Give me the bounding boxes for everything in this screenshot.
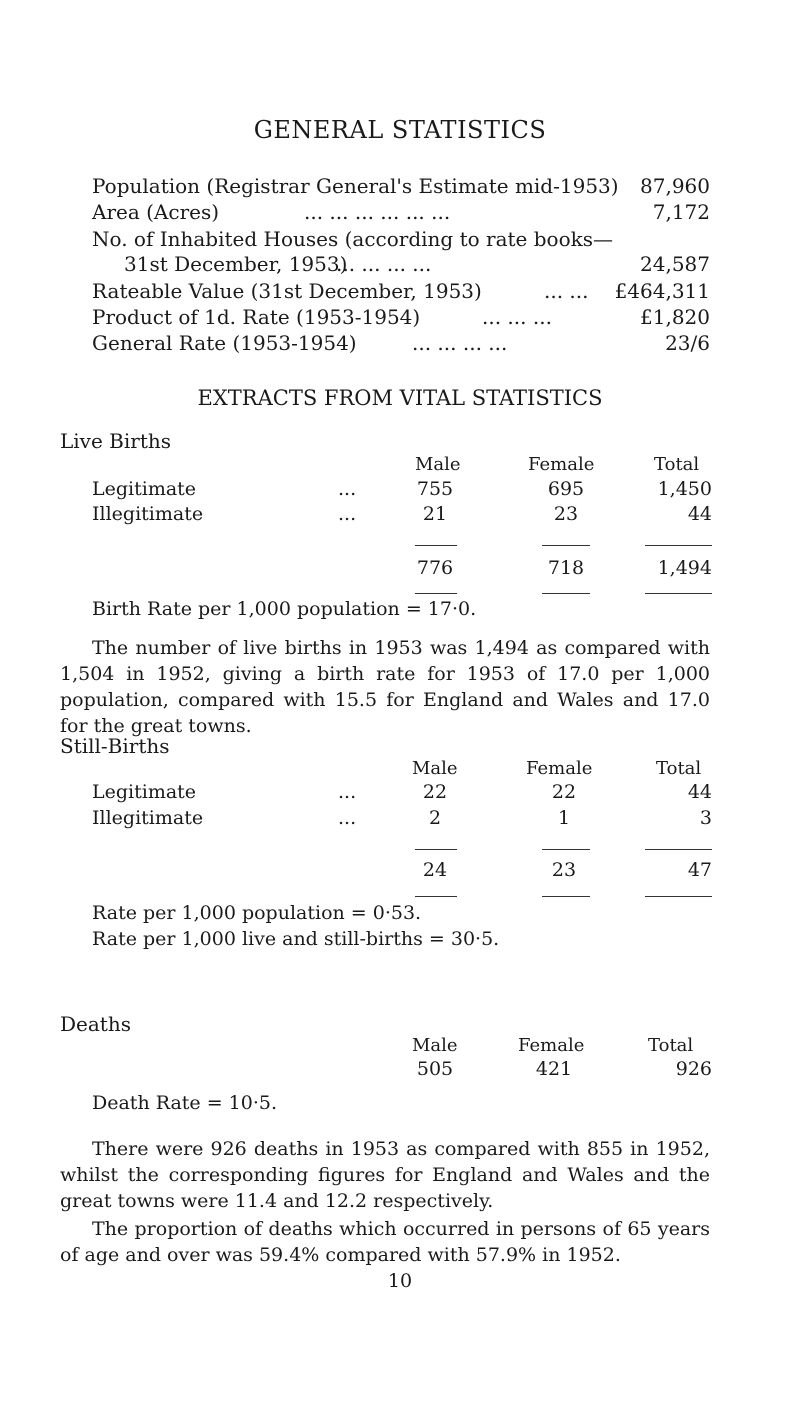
cell-female: 22 bbox=[551, 781, 577, 803]
page-number: 10 bbox=[387, 1270, 413, 1292]
stat-label: No. of Inhabited Houses (according to rate books— bbox=[92, 227, 613, 251]
cell-female: 1 bbox=[557, 807, 571, 829]
deaths-paragraph bbox=[60, 1136, 710, 1214]
cell-male: 755 bbox=[416, 478, 454, 500]
col-total: Total bbox=[656, 758, 702, 779]
total-female: 23 bbox=[551, 859, 577, 881]
rule bbox=[542, 593, 590, 594]
col-female: Female bbox=[518, 1035, 585, 1056]
total-total: 47 bbox=[687, 859, 712, 881]
cell-female: 23 bbox=[553, 503, 579, 525]
cell-total: 926 bbox=[675, 1058, 712, 1080]
rule bbox=[645, 593, 712, 594]
death-rate: Death Rate = 10·5. bbox=[92, 1092, 278, 1114]
rule bbox=[542, 896, 590, 897]
column-headers bbox=[0, 454, 800, 480]
rule bbox=[415, 849, 457, 850]
stat-label: 31st December, 1953) bbox=[124, 252, 348, 276]
cell-male: 2 bbox=[428, 807, 442, 829]
cell-total: 3 bbox=[699, 807, 712, 829]
section-title: EXTRACTS FROM VITAL STATISTICS bbox=[197, 386, 603, 410]
general-stat-row bbox=[92, 200, 710, 226]
rule bbox=[415, 896, 457, 897]
deaths-heading: Deaths bbox=[60, 1012, 131, 1036]
still-birth-rate-population: Rate per 1,000 population = 0·53. bbox=[92, 902, 422, 924]
birth-rate: Birth Rate per 1,000 population = 17·0. bbox=[92, 598, 477, 620]
totals-row bbox=[0, 859, 800, 885]
general-stat-row bbox=[92, 174, 710, 200]
total-female: 718 bbox=[547, 557, 585, 579]
still-births-heading: Still-Births bbox=[60, 734, 170, 758]
leader-dots: ... ... ... ... bbox=[336, 252, 432, 276]
rule bbox=[542, 849, 590, 850]
col-total: Total bbox=[648, 1035, 694, 1056]
stat-value: £1,820 bbox=[640, 305, 710, 329]
stat-value: £464,311 bbox=[614, 279, 710, 303]
cell-male: 22 bbox=[422, 781, 448, 803]
paragraph-text: There were 926 deaths in 1953 as compared with 855 in 1952, whilst the corresponding figures for England and Wales and the great towns were 11.4 and 12.2 respectively. bbox=[60, 1138, 710, 1212]
stat-value: 87,960 bbox=[640, 174, 710, 198]
cell-female: 421 bbox=[535, 1058, 573, 1080]
rule bbox=[415, 545, 457, 546]
leader-dots: ... bbox=[338, 478, 357, 500]
rule bbox=[645, 545, 712, 546]
cell-total: 44 bbox=[687, 781, 712, 803]
total-total: 1,494 bbox=[657, 557, 712, 579]
table-row bbox=[0, 478, 800, 504]
leader-dots: ... bbox=[338, 503, 357, 525]
rule bbox=[542, 545, 590, 546]
leader-dots: ... ... bbox=[544, 279, 589, 303]
stat-value: 24,587 bbox=[640, 252, 710, 276]
stat-value: 7,172 bbox=[652, 200, 710, 224]
live-births-paragraph bbox=[60, 635, 710, 739]
table-row bbox=[0, 807, 800, 833]
paragraph-text: The number of live births in 1953 was 1,494 as compared with 1,504 in 1952, giving a birth rate for 1953 of 17.0 per 1,000 population, compared with 15.5 for England and Wales and 17.0 for the great towns. bbox=[60, 637, 710, 737]
total-male: 24 bbox=[422, 859, 448, 881]
paragraph-text: The proportion of deaths which occurred in persons of 65 years of age and over was 59.4% compared with 57.9% in 1952. bbox=[60, 1218, 710, 1266]
rule bbox=[645, 849, 712, 850]
general-stat-row bbox=[124, 252, 710, 278]
leader-dots: ... ... ... ... bbox=[412, 331, 508, 355]
stat-label: Product of 1d. Rate (1953-1954) bbox=[92, 305, 421, 329]
col-female: Female bbox=[528, 454, 595, 475]
cell-male: 505 bbox=[416, 1058, 454, 1080]
general-stat-row bbox=[92, 331, 710, 357]
leader-dots: ... bbox=[338, 781, 357, 803]
col-female: Female bbox=[526, 758, 593, 779]
deaths-age-paragraph bbox=[60, 1216, 710, 1268]
rule bbox=[645, 896, 712, 897]
leader-dots: ... bbox=[338, 807, 357, 829]
general-stat-row bbox=[92, 227, 710, 253]
still-birth-rate-births: Rate per 1,000 live and still-births = 30·5. bbox=[92, 928, 500, 950]
col-total: Total bbox=[654, 454, 700, 475]
leader-dots: ... ... ... ... ... ... bbox=[304, 200, 451, 224]
live-births-heading: Live Births bbox=[60, 429, 172, 453]
total-male: 776 bbox=[416, 557, 454, 579]
col-male: Male bbox=[412, 758, 458, 779]
leader-dots: ... ... ... bbox=[482, 305, 552, 329]
row-label: Legitimate bbox=[92, 478, 197, 500]
cell-total: 44 bbox=[687, 503, 712, 525]
stat-label: General Rate (1953-1954) bbox=[92, 331, 357, 355]
table-row bbox=[0, 781, 800, 807]
stat-label: Area (Acres) bbox=[92, 200, 220, 224]
table-row bbox=[0, 1058, 800, 1084]
stat-label: Population (Registrar General's Estimate mid-1953) bbox=[92, 174, 619, 198]
row-label: Illegitimate bbox=[92, 503, 204, 525]
stat-value: 23/6 bbox=[665, 331, 710, 355]
col-male: Male bbox=[412, 1035, 458, 1056]
page-title: GENERAL STATISTICS bbox=[253, 116, 547, 144]
cell-total: 1,450 bbox=[657, 478, 712, 500]
col-male: Male bbox=[415, 454, 461, 475]
cell-male: 21 bbox=[422, 503, 448, 525]
stat-label: Rateable Value (31st December, 1953) bbox=[92, 279, 482, 303]
row-label: Legitimate bbox=[92, 781, 197, 803]
rule bbox=[415, 593, 457, 594]
general-stat-row bbox=[92, 279, 710, 305]
totals-row bbox=[0, 557, 800, 583]
row-label: Illegitimate bbox=[92, 807, 204, 829]
general-stat-row bbox=[92, 305, 710, 331]
table-row bbox=[0, 503, 800, 529]
cell-female: 695 bbox=[547, 478, 585, 500]
